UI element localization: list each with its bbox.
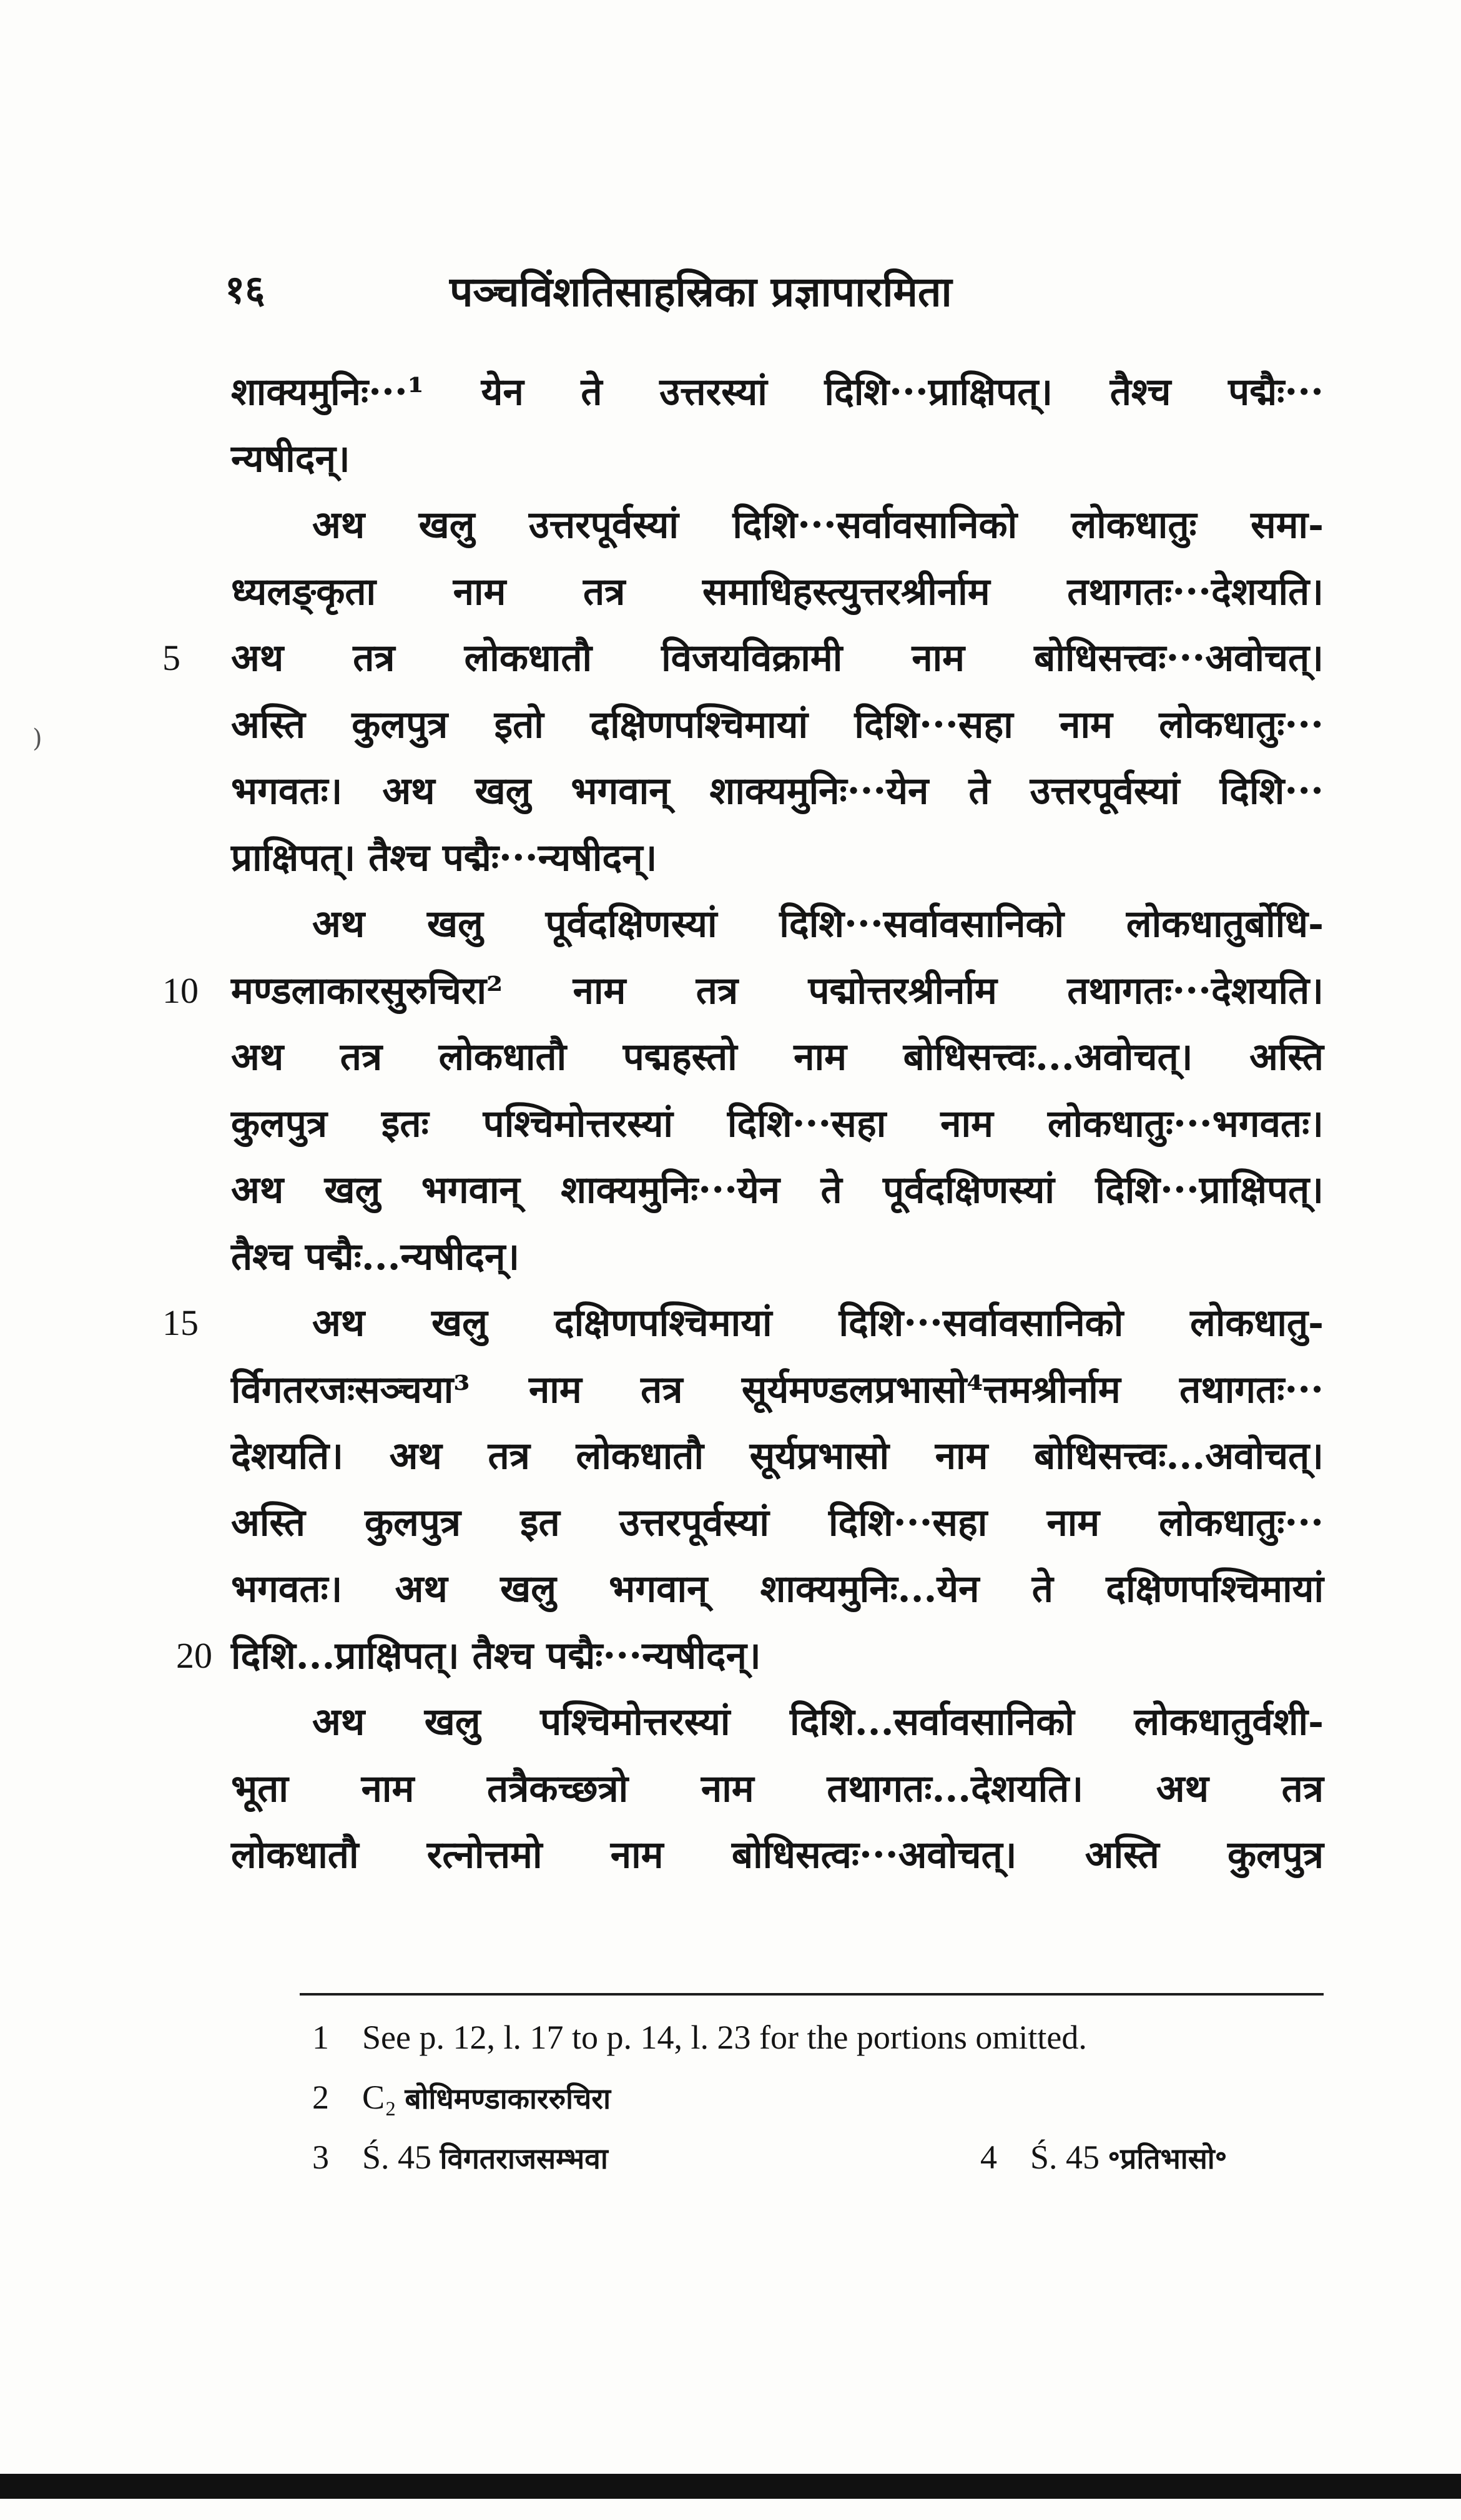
running-title: पञ्चविंशतिसाहस्रिका प्रज्ञापारमिता [450, 267, 952, 316]
text-line [231, 825, 1324, 892]
footnote-divider [300, 1993, 1324, 1996]
line-text: प्राक्षिपत्। तैश्च पद्मैः···न्यषीदन्। [231, 835, 657, 880]
line-text: अथ खलु दक्षिणपश्चिमायां दिशि···सर्वावसानिको लोकधातु- [312, 1301, 1324, 1345]
line-text: अथ तत्र लोकधातौ पद्महस्तो नाम बोधिसत्त्वः...अवोचत्। अस्ति [231, 1035, 1324, 1079]
line-text: अथ खलु भगवान् शाक्यमुनिः···येन ते पूर्वदक्षिणस्यां दिशि···प्राक्षिपत्। [231, 1168, 1324, 1212]
line-text: देशयति। अथ तत्र लोकधातौ सूर्यप्रभासो नाम बोधिसत्त्वः...अवोचत्। [231, 1434, 1324, 1478]
text-line [231, 1556, 1324, 1623]
text-line [231, 1224, 1324, 1291]
text-line [231, 891, 1324, 958]
line-text: मण्डलाकारसुरुचिरा² नाम तत्र पद्मोत्तरश्रीर्नाम तथागतः···देशयति। [231, 968, 1324, 1013]
footnote [312, 2007, 1336, 2067]
text-line [231, 1157, 1324, 1224]
line-text: भगवतः। अथ खलु भगवान् शाक्यमुनिः···येन ते उत्तरपूर्वस्यां दिशि··· [231, 769, 1324, 813]
line-number: 15 [162, 1302, 199, 1343]
line-text: ध्यलङ्कृता नाम तत्र समाधिहस्त्युत्तरश्रीर्नाम तथागतः···देशयति। [231, 569, 1324, 614]
line-text: लोकधातौ रत्नोत्तमो नाम बोधिसत्वः···अवोचत्। अस्ति कुलपुत्र [231, 1833, 1324, 1877]
footnote-text: Ś. 45 [362, 2139, 440, 2176]
footnote-variant-reading: बोधिमण्डाकाररुचिरा [405, 2082, 611, 2115]
line-text: अथ खलु पूर्वदक्षिणस्यां दिशि···सर्वावसानिको लोकधातुर्बोधि- [312, 902, 1324, 946]
text-line [231, 1689, 1324, 1756]
line-text: अस्ति कुलपुत्र इत उत्तरपूर्वस्यां दिशि···सहा नाम लोकधातुः··· [231, 1500, 1324, 1545]
text-line [231, 492, 1324, 559]
footnote [312, 2127, 1336, 2187]
text-line [231, 426, 1324, 493]
main-text [162, 359, 1324, 1889]
text-line [162, 625, 1324, 692]
line-text: र्विगतरजःसञ्चया³ नाम तत्र सूर्यमण्डलप्रभासो⁴त्तमश्रीर्नाम तथागतः··· [231, 1367, 1324, 1412]
line-text: अथ तत्र लोकधातौ विजयविक्रामी नाम बोधिसत्त्वः···अवोचत्। [231, 636, 1324, 680]
text-line [176, 1623, 1324, 1690]
footnote-text: Ś. 45 [1030, 2139, 1108, 2176]
line-text: शाक्यमुनिः···¹ येन ते उत्तरस्यां दिशि···प्राक्षिपत्। तैश्च पद्मैः··· [231, 370, 1324, 414]
text-line [231, 559, 1324, 626]
line-text: अथ खलु उत्तरपूर्वस्यां दिशि···सर्वावसानिको लोकधातुः समा- [312, 503, 1324, 547]
footnotes [312, 2007, 1336, 2187]
line-text: अथ खलु पश्चिमोत्तरस्यां दिशि...सर्वावसानिको लोकधातुर्वशी- [312, 1700, 1324, 1744]
margin-mark: ) [32, 724, 42, 753]
scan-edge [0, 2474, 1461, 2499]
footnote-secondary [980, 2127, 1227, 2188]
line-number: 10 [162, 970, 199, 1011]
footnote [312, 2067, 1336, 2127]
text-line [231, 1091, 1324, 1158]
line-number: 20 [176, 1635, 212, 1676]
text-line [231, 1822, 1324, 1889]
text-line [231, 1423, 1324, 1490]
footnote-variant-reading: ॰प्रतिभासो॰ [1108, 2142, 1227, 2175]
text-line [231, 1490, 1324, 1557]
footnote-text: C₂ [362, 2079, 405, 2116]
footnote-variant-reading: विगतराजसम्भवा [440, 2142, 608, 2175]
line-text: दिशि...प्राक्षिपत्। तैश्च पद्मैः···न्यषीदन्। [231, 1633, 761, 1678]
footnote-number: 3 [312, 2139, 329, 2176]
text-line [231, 359, 1324, 426]
line-number: 5 [162, 637, 180, 678]
page-header [225, 262, 1336, 331]
text-line [231, 1357, 1324, 1424]
text-line [231, 1756, 1324, 1823]
text-line [231, 1024, 1324, 1091]
line-text: भगवतः। अथ खलु भगवान् शाक्यमुनिः...येन ते दक्षिणपश्चिमायां [231, 1567, 1324, 1611]
line-text: अस्ति कुलपुत्र इतो दक्षिणपश्चिमायां दिशि···सहा नाम लोकधातुः··· [231, 702, 1324, 747]
footnote-number: 1 [312, 2019, 329, 2056]
page-number: १६ [225, 267, 265, 312]
line-text: भूता नाम तत्रैकच्छत्रो नाम तथागतः...देशयति। अथ तत्र [231, 1766, 1324, 1811]
text-line [162, 1290, 1324, 1357]
line-text: तैश्च पद्मैः...न्यषीदन्। [231, 1234, 520, 1279]
text-line [162, 958, 1324, 1025]
line-text: कुलपुत्र इतः पश्चिमोत्तरस्यां दिशि···सहा नाम लोकधातुः···भगवतः। [231, 1101, 1324, 1146]
line-text: न्यषीदन्। [231, 436, 350, 481]
footnote-number: 4 [980, 2139, 997, 2176]
footnote-text: See p. 12, l. 17 to p. 14, l. 23 for the portions omitted. [362, 2019, 1087, 2056]
footnote-number: 2 [312, 2079, 329, 2116]
text-line [231, 692, 1324, 759]
text-line [231, 758, 1324, 825]
